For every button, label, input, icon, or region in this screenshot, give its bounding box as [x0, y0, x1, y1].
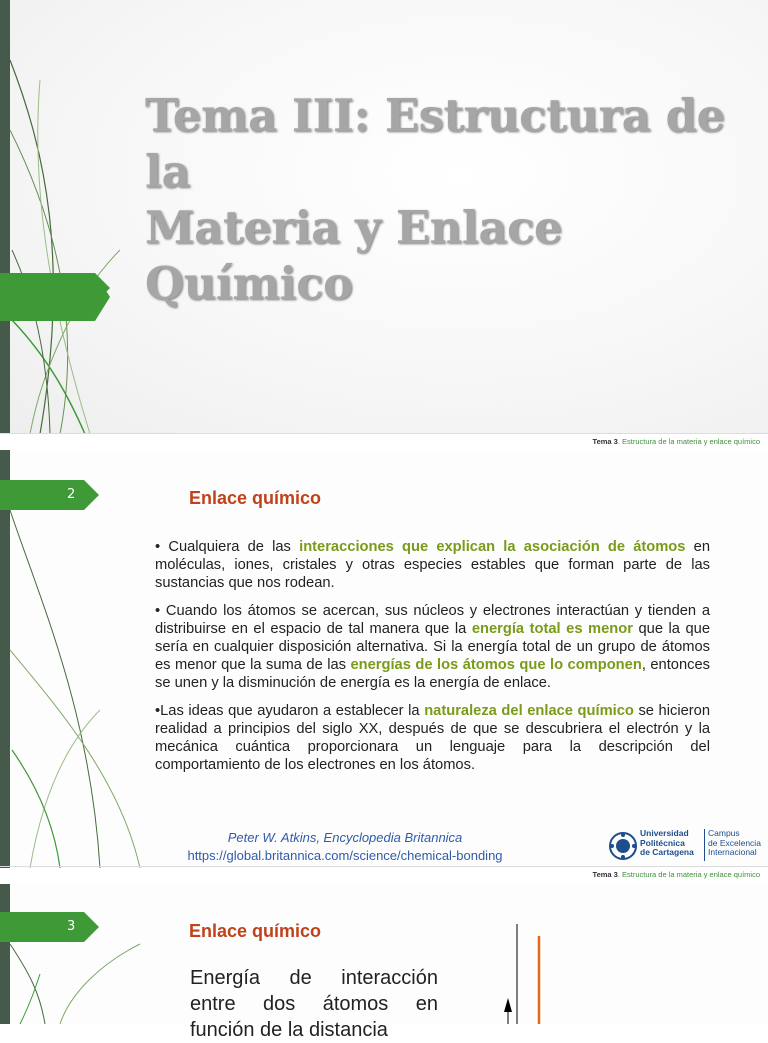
- title-line-1: Tema III: Estructura de la: [145, 89, 725, 198]
- title-line-2: Materia y Enlace Químico: [145, 201, 563, 310]
- slide-divider: [0, 866, 768, 867]
- highlight: naturaleza del enlace químico: [424, 702, 634, 719]
- slide-heading: Enlace químico: [189, 488, 322, 508]
- footer-text: Estructura de la materia y enlace químico: [622, 437, 760, 446]
- paragraph-2: • Cuando los átomos se acercan, sus núcleos y electrones interactúan y tienden a distribuirse en el espacio de tal manera que la energía total es menor que la que sería en cualquier disposición alternativa. Si la energía total de un grupo de átomos es menor que la suma de las energías de los átomos que lo componen, entonces se unen y la disminución de energía es la energía de enlace.: [155, 602, 710, 692]
- slide-1-footer: Tema 3. Estructura de la materia y enlace químico: [592, 437, 760, 446]
- campus-name: Campus de Excelencia Internacional: [708, 828, 761, 857]
- citation: [150, 829, 540, 865]
- highlight: energías de los átomos que lo componen: [350, 657, 642, 674]
- slide-body: Energía de interacción entre dos átomos en función de la distancia: [190, 967, 438, 1041]
- leaf-decoration: [0, 884, 150, 1024]
- citation-author: Peter W. Atkins, Encyclopedia Britannica: [227, 830, 463, 845]
- paragraph-1: • Cualquiera de las interacciones que explican la asociación de átomos en moléculas, iones, cristales y otras especies estables que forman parte de las sustancias que nos rodean.: [155, 539, 710, 592]
- slide-2-footer: Tema 3. Estructura de la materia y enlace químico: [592, 870, 760, 879]
- footer-label: Tema 3: [592, 870, 618, 879]
- energy-plot-axes: [495, 884, 555, 1024]
- presentation-title: [145, 88, 760, 312]
- page-number: 2: [67, 487, 76, 502]
- footer-label: Tema 3: [592, 437, 618, 446]
- citation-url: https://global.britannica.com/science/chemical-bonding: [187, 848, 503, 863]
- university-seal-icon: [608, 831, 638, 861]
- slide-1: [0, 0, 768, 434]
- page-number: 3: [67, 919, 76, 934]
- logo-divider: [704, 829, 705, 861]
- paragraph-3: •Las ideas que ayudaron a establecer la naturaleza del enlace químico se hicieron realidad a principios del siglo XX, después de que se descubriera el electrón y la mecánica cuántica proporcionara un lenguaje para la descripción del comportamiento de los electrones en los átomos.: [155, 702, 710, 774]
- slide-heading: Enlace químico: [189, 921, 322, 941]
- slide-body: [155, 538, 710, 783]
- leaf-decoration: [0, 0, 130, 434]
- page-number-flag: [0, 480, 84, 510]
- highlight: interacciones que explican la asociación de átomos: [299, 539, 686, 555]
- footer-text: Estructura de la materia y enlace químico: [622, 870, 760, 879]
- page-number-flag: [0, 912, 84, 942]
- highlight: energía total es menor: [471, 620, 633, 637]
- leaf-decoration: [0, 450, 150, 868]
- title-flag: [0, 273, 95, 321]
- slide-divider: [0, 433, 768, 434]
- university-name: Universidad Politécnica de Cartagena: [640, 828, 694, 857]
